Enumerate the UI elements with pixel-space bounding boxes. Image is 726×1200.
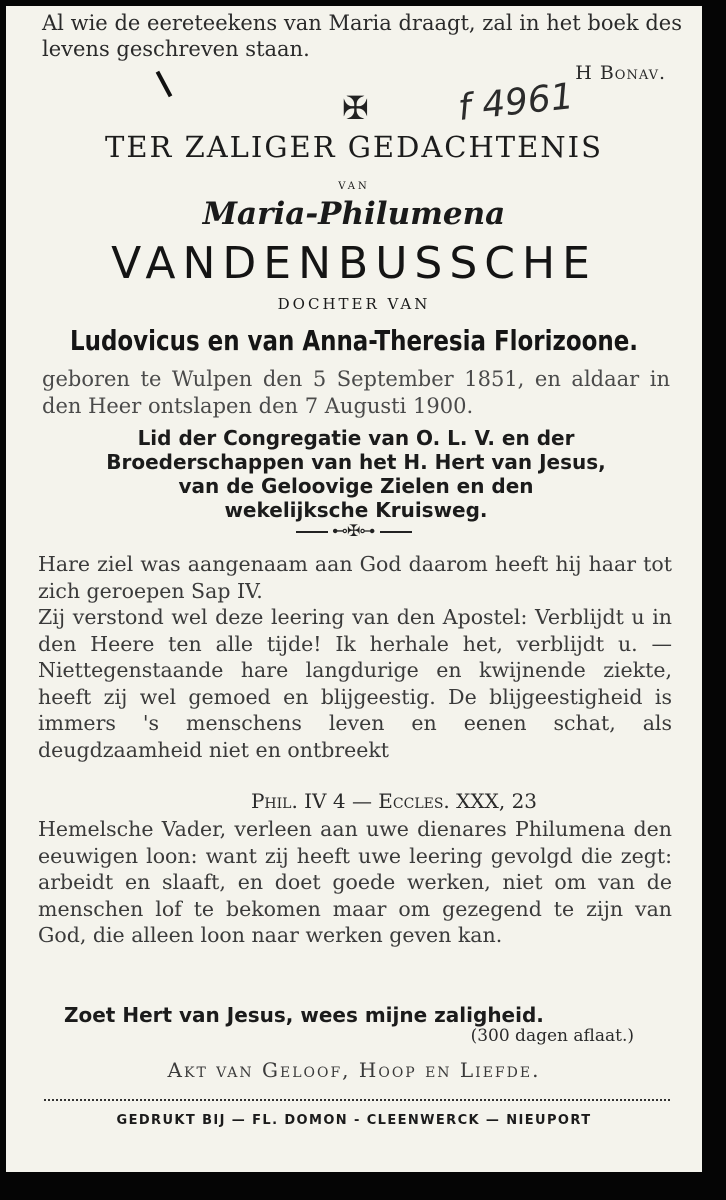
archive-number-handwritten: f 4961 [456, 76, 576, 129]
dochter-van-label: DOCHTER VAN [277, 295, 431, 313]
motto-attribution: H Bonav. [575, 62, 666, 84]
congregation-line: Broederschappen van het H. Hert van Jesus, [106, 450, 606, 474]
paragraph-sap: Hare ziel was aangenaam aan God daarom heeft hij haar tot zich geroepen Sap IV. [38, 552, 672, 603]
memorial-card [6, 6, 702, 1172]
birth-death-text: geboren te Wulpen den 5 September 1851, en aldaar in den Heer ontslapen den 7 Augusti 1900. [42, 367, 670, 418]
van-label: van [338, 177, 370, 193]
ornament-divider: ⊷✠⊶ [332, 521, 375, 540]
scripture-reference: Phil. IV 4 — Eccles. XXX, 23 [250, 789, 538, 813]
congregation-block [36, 426, 676, 522]
prayer-line: Zoet Hert van Jesus, wees mijne zaligheid. [64, 1003, 544, 1027]
paragraph-prayer: Hemelsche Vader, verleen aan uwe dienares Philumena den eeuwigen loon: want zij heeft uwe leering gevolgd die zegt: arbeidt en slaaft, en doet goede werken, niet om van de menschen lof te bekomen maar om gezegend te zijn van God, die alleen loon naar werken geven kan. [38, 817, 672, 947]
motto-text: Al wie de eereteekens van Maria draagt, zal in het boek des levens geschreven staan. [42, 11, 682, 61]
pen-tick-mark [156, 71, 173, 98]
paragraph-apostle: Zij verstond wel deze leering van den Apostel: Verblijdt u in den Heere ten alle tijde! Ik herhale het, verblijdt u. — Niettegenstaande hare langdurige en kwijnende ziekte, heeft zij wel gemoed en blijgeestig. De blijgeestigheid is immers 's menschens leven en eenen schat, als deugdzaamheid niet en ontbreekt [38, 605, 672, 762]
congregation-line: wekelijksche Kruisweg. [224, 498, 488, 522]
printer-imprint: GEDRUKT BIJ — FL. DOMON - CLEENWERCK — NIEUPORT [116, 1113, 592, 1128]
act-line: Akt van Geloof, Hoop en Liefde. [167, 1058, 541, 1082]
cross-icon: ✠ [342, 89, 369, 127]
indulgence-note: (300 dagen aflaat.) [470, 1026, 634, 1046]
ornament-rule-right [380, 531, 412, 533]
dotted-divider [44, 1099, 670, 1101]
congregation-line: van de Geloovige Zielen en den [178, 474, 534, 498]
card-title: TER ZALIGER GEDACHTENIS [105, 130, 603, 164]
given-name: Maria-Philumena [202, 196, 506, 232]
parents-names: Ludovicus en van Anna-Theresia Florizoone. [69, 324, 639, 357]
surname: VANDENBUSSCHE [111, 238, 597, 289]
congregation-line: Lid der Congregatie van O. L. V. en der [137, 426, 575, 450]
ornament-rule-left [296, 531, 328, 533]
